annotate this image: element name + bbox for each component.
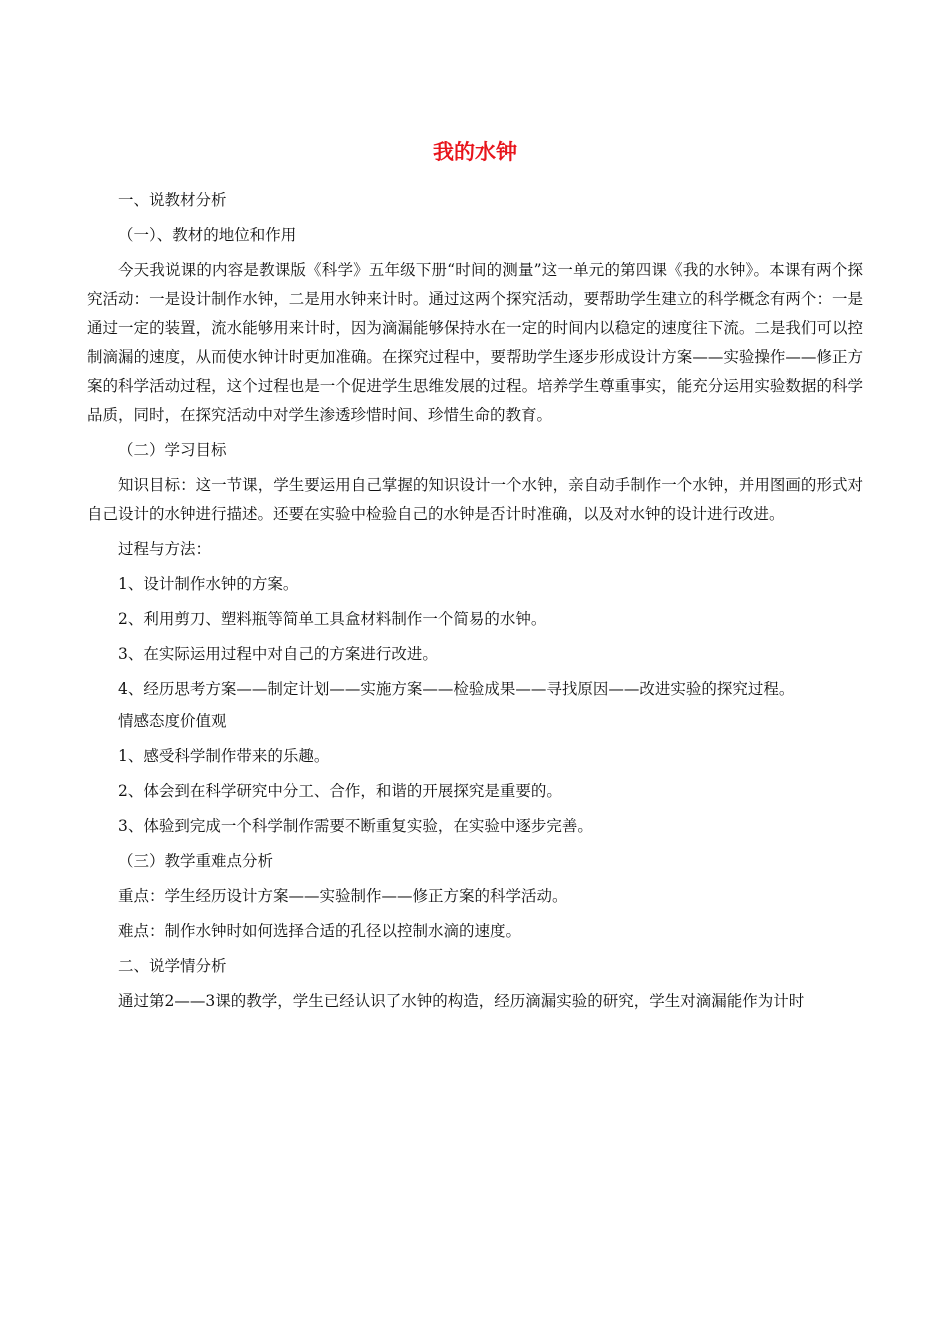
list-item-emotion-2: 2、体会到在科学研究中分工、合作，和谐的开展探究是重要的。 — [118, 782, 562, 800]
list-item-process-2: 2、利用剪刀、塑料瓶等简单工具盒材料制作一个简易的水钟。 — [118, 610, 547, 628]
list-item-emotion-3: 3、体验到完成一个科学制作需要不断重复实验，在实验中逐步完善。 — [118, 817, 593, 835]
list-item-process-4: 4、经历思考方案——制定计划——实施方案——检验成果——寻找原因——改进实验的探究过程。 — [118, 680, 795, 698]
list-item-process-1: 1、设计制作水钟的方案。 — [118, 575, 299, 593]
subsection-heading-1: （一）、教材的地位和作用 — [118, 226, 297, 244]
heading-emotion-values: 情感态度价值观 — [118, 712, 227, 730]
paragraph-key-point: 重点：学生经历设计方案——实验制作——修正方案的科学活动。 — [118, 887, 568, 905]
section-heading-1: 一、说教材分析 — [118, 191, 227, 209]
paragraph-knowledge-goal: 知识目标：这一节课，学生要运用自己掌握的知识设计一个水钟，亲自动手制作一个水钟，并用图画的形式对自己设计的水钟进行描述。还要在实验中检验自己的水钟是否计时准确，以及对水钟的设计进行改进。 — [87, 476, 863, 523]
paragraph-student-analysis: 通过第2——3课的教学，学生已经认识了水钟的构造，经历滴漏实验的研究，学生对滴漏能作为计时 — [118, 992, 805, 1010]
page-title: 我的水钟 — [433, 140, 517, 164]
paragraph-difficult-point: 难点：制作水钟时如何选择合适的孔径以控制水滴的速度。 — [118, 922, 522, 940]
list-item-emotion-1: 1、感受科学制作带来的乐趣。 — [118, 747, 330, 765]
subsection-heading-2: （二）学习目标 — [118, 441, 227, 459]
subsection-heading-3: （三）教学重难点分析 — [118, 852, 274, 870]
section-heading-2: 二、说学情分析 — [118, 957, 227, 975]
heading-process-method: 过程与方法： — [118, 540, 212, 558]
list-item-process-3: 3、在实际运用过程中对自己的方案进行改进。 — [118, 645, 438, 663]
paragraph-textbook-position: 今天我说课的内容是教课版《科学》五年级下册“时间的测量”这一单元的第四课《我的水钟》。本课有两个探究活动：一是设计制作水钟，二是用水钟来计时。通过这两个探究活动，要帮助学生建立的科学概念有两个：一是通过一定的装置，流水能够用来计时，因为滴漏能够保持水在一定的时间内以稳定的速度往下流。二是我们可以控制滴漏的速度，从而使水钟计时更加准确。在探究过程中，要帮助学生逐步形成设计方案——实验操作——修正方案的科学活动过程，这个过程也是一个促进学生思维发展的过程。培养学生尊重事实，能充分运用实验数据的科学品质，同时，在探究活动中对学生渗透珍惜时间、珍惜生命的教育。 — [87, 261, 863, 424]
document-body — [87, 186, 863, 1016]
